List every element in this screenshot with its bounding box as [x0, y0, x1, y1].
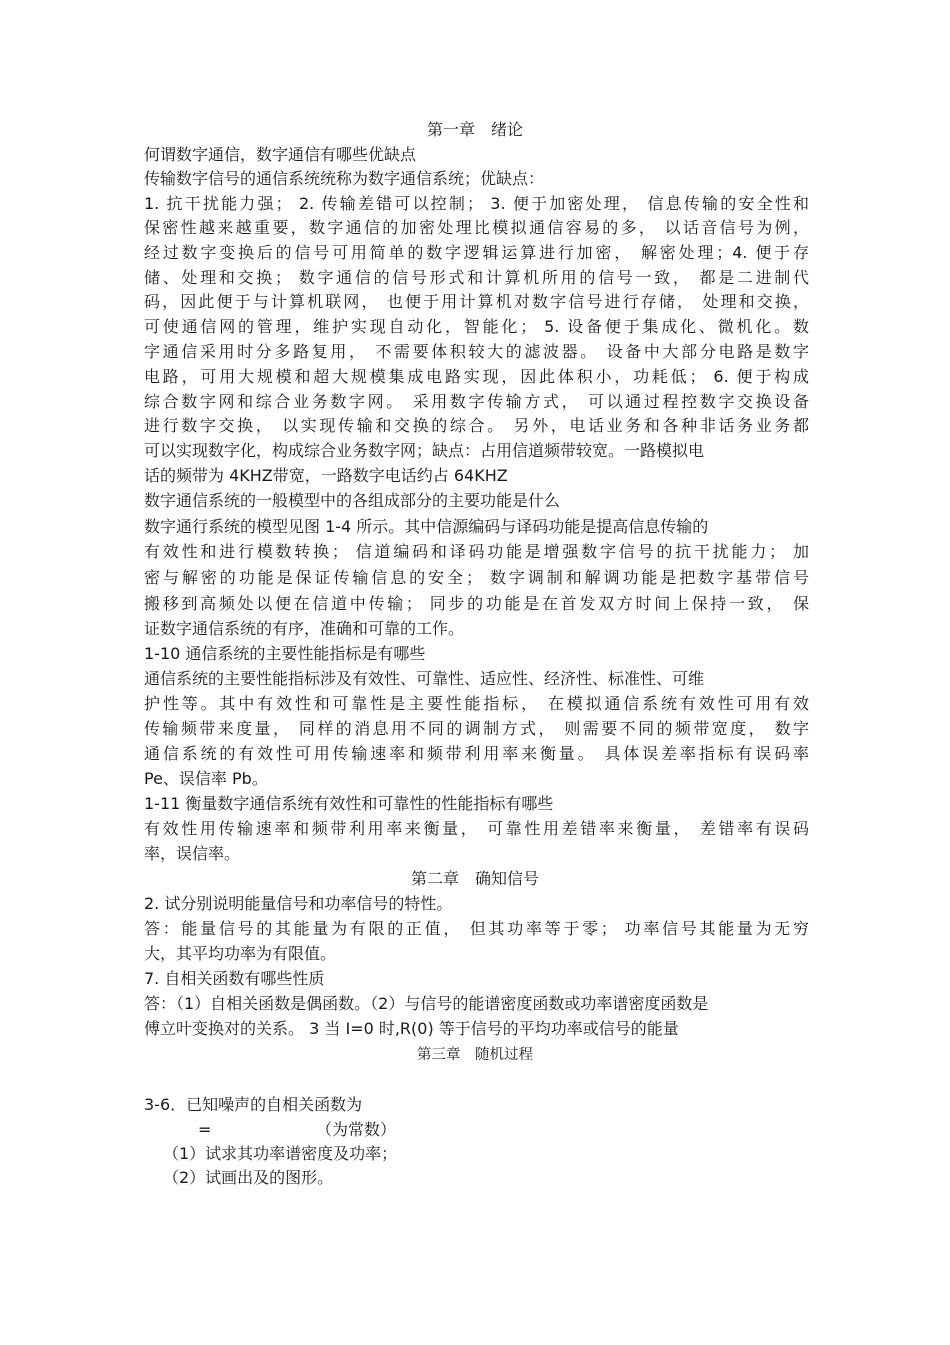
chapter-1-title: 第一章 绪论 [426, 120, 523, 139]
answer-line: 护性等。其中有效性和可靠性是主要性能指标， 在模拟通信系统有效性可用有效 [144, 694, 809, 713]
question-1-11: 1-11 衡量数字通信系统有效性和可靠性的性能指标有哪些 [144, 794, 554, 813]
answer-line: 传输频带来度量， 同样的消息用不同的调制方式， 则需要不同的频带宽度， 数字 [144, 719, 809, 738]
answer-line: 有效性和进行模数转换； 信道编码和译码功能是增强数字信号的抗干扰能力； 加 [144, 542, 809, 561]
answer-line: 密与解密的功能是保证传输信息的安全； 数字调制和解调功能是把数字基带信号 [144, 568, 809, 587]
answer-line: 答：能量信号的其能量为有限的正值， 但其功率等于零； 功率信号其能量为无穷 [144, 919, 809, 938]
chapter-2-title: 第二章 确知信号 [410, 869, 539, 888]
answer-line: 证数字通信系统的有序，准确和可靠的工作。 [144, 619, 465, 638]
answer-line: 综合数字网和综合业务数字网。 采用数字传输方式， 可以通过程控数字交换设备 [144, 392, 809, 411]
answer-line: 通信系统的主要性能指标涉及有效性、可靠性、适应性、经济性、标准性、可维 [144, 669, 705, 688]
question-3-6: 3-6．已知噪声的自相关函数为 [144, 1095, 363, 1114]
answer-line: 传输数字信号的通信系统统称为数字通信系统；优缺点： [144, 169, 545, 188]
answer-line: 码，因此便于与计算机联网， 也便于用计算机对数字信号进行存储， 处理和交换， [144, 292, 809, 311]
answer-line: 可以实现数字化，构成综合业务数字网；缺点：占用信道频带较宽。一路模拟电 [144, 441, 705, 460]
answer-line: 电路，可用大规模和超大规模集成电路实现，因此体积小，功耗低； 6. 便于构成 [144, 367, 809, 386]
answer-line: 经过数字变换后的信号可用简单的数字逻辑运算进行加密， 解密处理；4. 便于存 [144, 243, 809, 262]
question-digital-communication: 何谓数字通信，数字通信有哪些优缺点 [144, 145, 417, 164]
answer-line: 大，其平均功率为有限值。 [144, 944, 337, 963]
sub-question-1: （1）试求其功率谱密度及功率； [163, 1144, 398, 1163]
answer-line: 保密性越来越重要，数字通信的加密处理比模拟通信容易的多， 以话音信号为例， [144, 218, 809, 237]
answer-line: 储、处理和交换； 数字通信的信号形式和计算机所用的信号一致， 都是二进制代 [144, 268, 809, 287]
chapter-3-title: 第三章 随机过程 [417, 1047, 533, 1063]
question-2: 2. 试分别说明能量信号和功率信号的特性。 [144, 894, 453, 913]
answer-line: 1. 抗干扰能力强； 2. 传输差错可以控制； 3. 便于加密处理， 信息传输的安全性和 [144, 194, 809, 213]
answer-line: 搬移到高频处以便在信道中传输； 同步的功能是在首发双方时间上保持一致， 保 [144, 594, 809, 613]
answer-line: 傅立叶变换对的关系。 3 当 I=0 时,R(0) 等于信号的平均功率或信号的能量 [144, 1019, 679, 1038]
answer-line: Pe、误信率 Pb。 [144, 769, 268, 788]
answer-line: 数字通行系统的模型见图 1-4 所示。其中信源编码与译码功能是提高信息传输的 [144, 517, 709, 536]
sub-question-2: （2）试画出及的图形。 [163, 1168, 334, 1187]
answer-line: 话的频带为 4KHZ带宽，一路数字电话约占 64KHZ [144, 466, 508, 485]
answer-line: 进行数字交换， 以实现传输和交换的综合。 另外，电话业务和各种非话务业务都 [144, 416, 809, 435]
answer-line: 字通信采用时分多路复用， 不需要体积较大的滤波器。 设备中大部分电路是数字 [144, 342, 809, 361]
answer-line: 可使通信网的管理，维护实现自动化，智能化； 5. 设备便于集成化、微机化。数 [144, 317, 809, 336]
answer-line: 答：（1）自相关函数是偶函数。（2）与信号的能谱密度函数或功率谱密度函数是 [144, 994, 709, 1013]
equals-sign: = [198, 1120, 212, 1139]
answer-line: 通信系统的有效性可用传输速率和频带利用率来衡量。 具体误差率指标有误码率 [144, 744, 809, 763]
question-7: 7. 自相关函数有哪些性质 [144, 969, 325, 988]
constant-note: （为常数） [316, 1120, 397, 1139]
answer-line: 有效性用传输速率和频带利用率来衡量， 可靠性用差错率来衡量， 差错率有误码 [144, 819, 809, 838]
question-1-10: 1-10 通信系统的主要性能指标是有哪些 [144, 644, 426, 663]
question-system-model: 数字通信系统的一般模型中的各组成部分的主要功能是什么 [144, 491, 561, 510]
answer-line: 率，误信率。 [144, 844, 241, 863]
